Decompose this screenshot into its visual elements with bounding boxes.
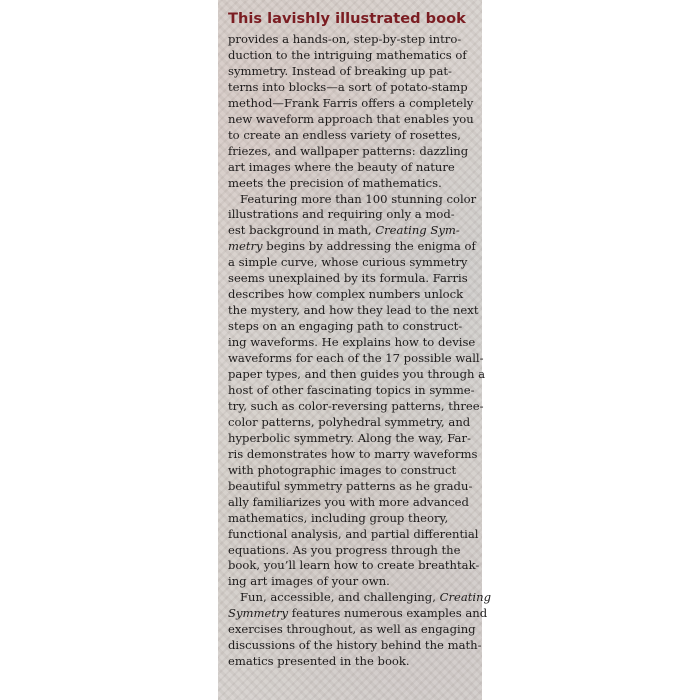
text-line [228, 367, 486, 383]
text-segment: color patterns, polyhedral symmetry, and [228, 414, 471, 429]
text-segment: exercises throughout, as well as engaging [228, 622, 476, 637]
text-segment: the mystery, and how they lead to the next [228, 303, 479, 318]
text-line [228, 383, 474, 399]
headline: This lavishly illustrated book [228, 10, 466, 27]
text-line [228, 191, 477, 208]
text-line [228, 303, 479, 319]
text-line [228, 271, 474, 287]
text-line [228, 112, 474, 128]
text-line [228, 638, 482, 654]
text-segment: steps on an engaging path to construct- [228, 319, 463, 334]
text-segment: beautiful symmetry patterns as he gradu- [228, 478, 473, 493]
paragraph-2 [228, 191, 486, 591]
text-line [228, 622, 474, 638]
text-segment: a simple curve, whose curious symmetry [228, 255, 468, 270]
book-flap-panel [218, 0, 492, 700]
italic-title-text: Symmetry [228, 606, 289, 621]
text-segment: describes how complex numbers unlock [228, 287, 464, 302]
text-line [228, 574, 474, 590]
text-segment: ematics presented in the book. [228, 654, 410, 669]
text-line [228, 255, 474, 271]
text-segment: illustrations and requiring only a mod- [228, 207, 455, 222]
text-segment: seems unexplained by its formula. Farris [228, 271, 468, 286]
text-line [228, 128, 474, 144]
text-segment: ing waveforms. He explains how to devise [228, 335, 476, 350]
text-line [228, 335, 474, 351]
text-segment: duction to the intriguing mathematics of [228, 47, 467, 62]
text-segment: new waveform approach that enables you [228, 111, 474, 126]
italic-title-text: Creating [439, 590, 492, 605]
text-segment: paper types, and then guides you through a [228, 367, 486, 382]
text-segment: begins by addressing the enigma of [262, 239, 476, 254]
text-line [228, 287, 474, 303]
text-line [228, 543, 474, 559]
text-segment: features numerous examples and [288, 606, 488, 621]
text-segment: ing art images of your own. [228, 574, 390, 589]
text-segment: equations. As you progress through the [228, 542, 461, 557]
text-line [228, 207, 474, 223]
text-segment: friezes, and wallpaper patterns: dazzling [228, 143, 469, 158]
text-segment: symmetry. Instead of breaking up pat- [228, 63, 452, 78]
text-line [228, 32, 474, 48]
italic-title-text: metry [228, 239, 263, 254]
text-line [228, 431, 474, 447]
text-segment: host of other fascinating topics in symme- [228, 382, 475, 397]
text-line [228, 319, 474, 335]
text-line [228, 223, 474, 239]
text-segment: meets the precision of mathematics. [228, 175, 442, 190]
flap-text [218, 0, 492, 670]
text-line [228, 176, 474, 192]
paragraph-1 [228, 32, 474, 192]
text-line [228, 558, 480, 574]
text-line [228, 398, 484, 415]
text-line [228, 654, 474, 670]
text-segment: ally familiarizes you with more advanced [228, 494, 469, 509]
text-line [228, 239, 474, 255]
text-segment: ris demonstrates how to marry waveforms [228, 446, 478, 461]
text-segment: with photographic images to construct [228, 462, 457, 477]
text-line [228, 80, 474, 96]
body-copy [228, 32, 492, 670]
text-line [228, 160, 474, 176]
text-segment: mathematics, including group theory, [228, 510, 449, 525]
text-segment: book, you’ll learn how to create breathtak- [228, 558, 480, 573]
text-line [228, 351, 484, 367]
text-segment: hyperbolic symmetry. Along the way, Far- [228, 430, 471, 445]
text-line [228, 526, 479, 543]
text-segment: to create an endless variety of rosettes, [228, 127, 461, 142]
text-segment: waveforms for each of the 17 possible wall- [228, 351, 484, 366]
text-line [228, 495, 474, 511]
text-line [228, 144, 474, 160]
text-segment: discussions of the history behind the math- [228, 638, 482, 653]
text-line [228, 590, 492, 606]
text-line [228, 415, 474, 431]
text-line [228, 511, 474, 527]
text-segment: functional analysis, and partial differential [228, 526, 479, 541]
paragraph-3 [228, 590, 492, 670]
text-segment: method—Frank Farris offers a completely [228, 95, 474, 110]
text-segment: est background in math, [228, 223, 376, 238]
text-line [228, 606, 488, 622]
text-line [228, 446, 478, 463]
italic-title-text: Creating Sym- [375, 223, 460, 238]
text-line [228, 96, 474, 112]
text-line [228, 463, 474, 479]
text-segment: provides a hands-on, step-by-step intro- [228, 32, 462, 46]
text-line [228, 479, 474, 495]
text-segment: try, such as color-reversing patterns, three- [228, 398, 484, 413]
text-line [228, 48, 474, 64]
text-segment: Featuring more than 100 stunning color [240, 191, 477, 206]
text-segment: terns into blocks—a sort of potato-stamp [228, 79, 468, 94]
text-segment: Fun, accessible, and challenging, [240, 590, 440, 605]
text-segment: art images where the beauty of nature [228, 159, 455, 174]
text-line [228, 64, 474, 80]
